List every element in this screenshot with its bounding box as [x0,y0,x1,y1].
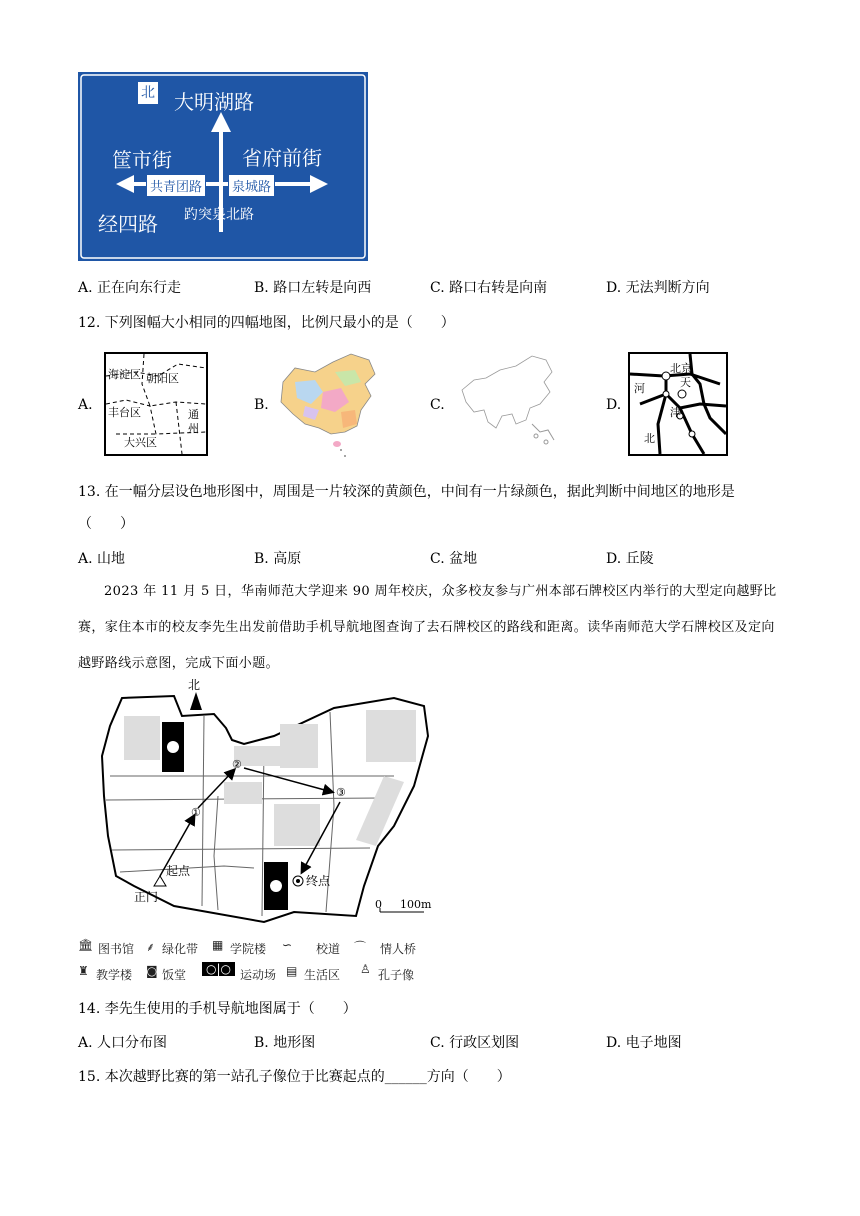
sign-north-road: 大明湖路 [174,90,254,114]
green-belt-icon: ⸙ [146,940,156,954]
q12-label-d[interactable]: D. [606,397,622,413]
map-a-chaoyang: 朝阳区 [146,372,179,385]
q11-option-d[interactable]: D. 无法判断方向 [606,280,710,296]
route-point-1: ① [191,806,201,819]
q14-stem: 14. 李先生使用的手机导航地图属于（ ） [78,1001,357,1017]
q14-option-c[interactable]: C. 行政区划图 [430,1035,520,1051]
college-building-icon: ▦ [212,938,224,952]
china-map-shape [275,352,381,460]
campus-north-label: 北 [188,678,201,692]
q12-stem: 12. 下列图幅大小相同的四幅地图，比例尺最小的是（ ） [78,315,455,331]
route-point-3: ③ [336,786,346,799]
map-a-fengtai: 丰台区 [108,406,141,419]
q13-option-a[interactable]: A. 山地 [78,551,126,567]
canteen-icon: ◙ [146,964,158,978]
map-d-he: 河 [634,382,645,395]
q13-option-d[interactable]: D. 丘陵 [606,551,654,567]
legend-living: 生活区 [304,968,341,982]
scale-length: 100m [400,898,432,911]
q14-option-b[interactable]: B. 地形图 [254,1035,316,1051]
map-d-jin: 津 [670,406,681,419]
passage-text: 2023 年 11 月 5 日，华南师范大学迎来 90 周年校庆，众多校友参与广州本部石牌校区内举行的大型定向越野比赛，家住本市的校友李先生出发前借助手机导航地图查询了去石牌校区的路线和距离。读华南师范大学石牌校区及定向越野路线示意图，完成下面小题。 [78,584,777,671]
q13-bracket: （ ） [78,516,134,532]
route-start-label: 起点 [166,864,191,878]
asia-outline-shape [456,352,560,448]
map-a-daxing: 大兴区 [124,436,157,449]
legend-library: 图书馆 [98,942,135,956]
campus-road-icon: ∽ [282,938,293,952]
map-d-tian: 天 [680,376,691,389]
legend-college: 学院楼 [230,942,267,956]
sports-field-icon: ○|○ [202,962,235,976]
q11-option-c[interactable]: C. 路口右转是向南 [430,280,548,296]
legend-sports: 运动场 [240,968,277,982]
legend-road: 校道 [316,942,341,956]
q11-option-a[interactable]: A. 正在向东行走 [78,280,182,296]
q12-label-a[interactable]: A. [78,397,93,413]
campus-map [94,676,439,936]
q14-option-a[interactable]: A. 人口分布图 [78,1035,168,1051]
living-area-icon: ▤ [286,964,298,978]
legend-canteen: 饭堂 [162,968,187,982]
map-d-bei: 北 [644,432,655,445]
road-sign-image [78,72,368,261]
map-a-haidian: 海淀区 [108,368,141,381]
q13-option-b[interactable]: B. 高原 [254,551,302,567]
sign-east-road: 泉城路 [228,174,275,197]
q14-option-d[interactable]: D. 电子地图 [606,1035,682,1051]
legend-bridge: 情人桥 [380,942,417,956]
sign-south-road: 趵突泉北路 [184,207,254,223]
sign-west-road: 共青团路 [146,174,206,197]
sign-north-marker: 北 [138,82,158,104]
sign-bottom-left: 经四路 [98,212,158,236]
main-gate-label: 正门 [134,890,159,904]
legend-teaching: 教学楼 [96,968,133,982]
map-a-zhou: 州 [188,422,199,435]
confucius-statue-icon: ♙ [360,962,371,976]
q12-map-a [104,352,208,456]
scale-zero: 0 [375,898,382,911]
sign-east-street: 省府前街 [242,146,322,170]
map-a-tong: 通 [188,408,199,421]
q12-map-b-china [275,352,381,460]
map-d-beijing: 北京 [670,362,692,375]
q15-stem: 15. 本次越野比赛的第一站孔子像位于比赛起点的______方向（ ） [78,1069,511,1085]
q12-label-b[interactable]: B. [254,397,269,413]
q12-map-d [628,352,728,456]
q13-stem: 13. 在一幅分层设色地形图中，周围是一片较深的黄颜色，中间有一片绿颜色，据此判断中间地区的地形是 [78,484,735,500]
q12-label-c[interactable]: C. [430,397,445,413]
q13-option-c[interactable]: C. 盆地 [430,551,478,567]
teaching-building-icon: ♜ [78,964,89,978]
route-point-2: ② [232,758,242,771]
route-end-label: 终点 [306,874,331,888]
q12-map-c-asia [456,352,560,448]
sign-west-street: 筐市街 [112,148,172,172]
legend-green: 绿化带 [162,942,199,956]
legend-confucius: 孔子像 [378,968,415,982]
q11-option-b[interactable]: B. 路口左转是向西 [254,280,372,296]
bridge-icon: ⌒ [354,940,367,954]
library-icon: 🏛 [78,938,94,952]
